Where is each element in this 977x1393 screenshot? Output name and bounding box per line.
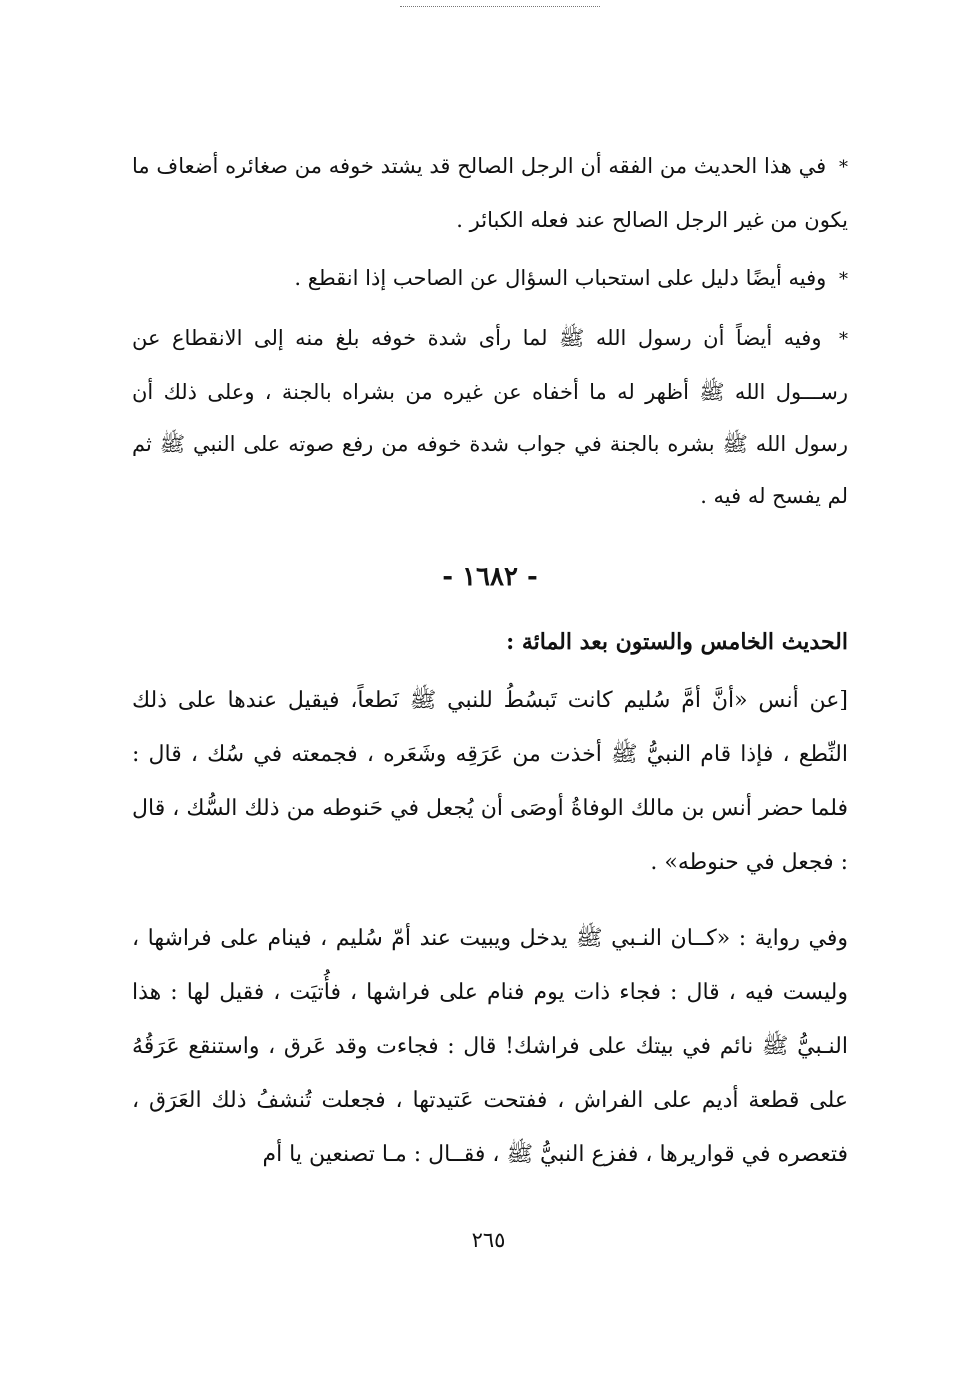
commentary-paragraph-3 xyxy=(132,312,848,522)
section-heading: الحديث الخامس والستون بعد المائة : xyxy=(506,629,848,655)
commentary-text-1: في هذا الحديث من الفقه أن الرجل الصالح قد يشتد خوفه من صغائره أضعاف ما يكون من غير الرجل الصالح عند فعله الكبائر . xyxy=(132,154,848,232)
commentary-paragraph-2 xyxy=(132,252,848,306)
page-body xyxy=(132,140,848,1182)
page-number: ٢٦٥ xyxy=(471,1228,506,1252)
commentary-text-3: وفيه أيضاً أن رسول الله ﷺ لما رأى شدة خوفه بلغ منه إلى الانقطاع عن رســـول الله ﷺ أظهر له ما أخفاه عن غيره من بشراه بالجنة ، وعلى ذلك أن رسول الله ﷺ بشره بالجنة في جواب شدة خوفه من رفع صوته على النبي ﷺ ثم لم يفسح له فيه . xyxy=(132,326,848,508)
bullet-star: * xyxy=(839,157,849,178)
hadith-text-1: [عن أنس «أنَّ أمَّ سُليم كانت تَبسُطُ للنبي ﷺ نَطعاً، فيقيل عندها على ذلك النِّطع ، فإذا قام النبيُّ ﷺ أخذت من عَرَقِه وشَعَره ، فجمعته في سُك ، قال : فلما حضر أنس بن مالك الوفاةُ أوصَى أن يُجعل في حَنوطه من ذلك السُّك ، قال : فجعل في حنوطه» . xyxy=(132,688,848,875)
top-decoration xyxy=(400,0,600,7)
commentary-paragraph-1 xyxy=(132,140,848,246)
hadith-text-2: وفي رواية : «كــان النـبي ﷺ يدخل ويبيت عند أمّ سُليم ، فينام على فراشها ، وليست فيه ، قال : فجاء ذات يوم فنام على فراشها ، فأُتيَت ، فقيل لها : هذا النـبيُّ ﷺ نائم في بيتك على فراشك! قال : فجاءت وقد عَرق ، واستنقع عَرَقُهُ على قطعة أديم على الفراش ، ففتحت عَتيدتها ، فجعلت تُنشفُ ذلك العَرَق ، فتعصره في قواريرها ، ففزع النبيُّ ﷺ ، فقــال : مـا تصنعين يا أم xyxy=(132,926,848,1167)
bullet-star: * xyxy=(839,269,848,290)
hadith-number: - ١٦٨٢ - xyxy=(442,562,538,592)
bullet-star: * xyxy=(838,329,848,350)
commentary-text-2: وفيه أيضًا دليل على استحباب السؤال عن الصاحب إذا انقطع . xyxy=(294,266,827,290)
